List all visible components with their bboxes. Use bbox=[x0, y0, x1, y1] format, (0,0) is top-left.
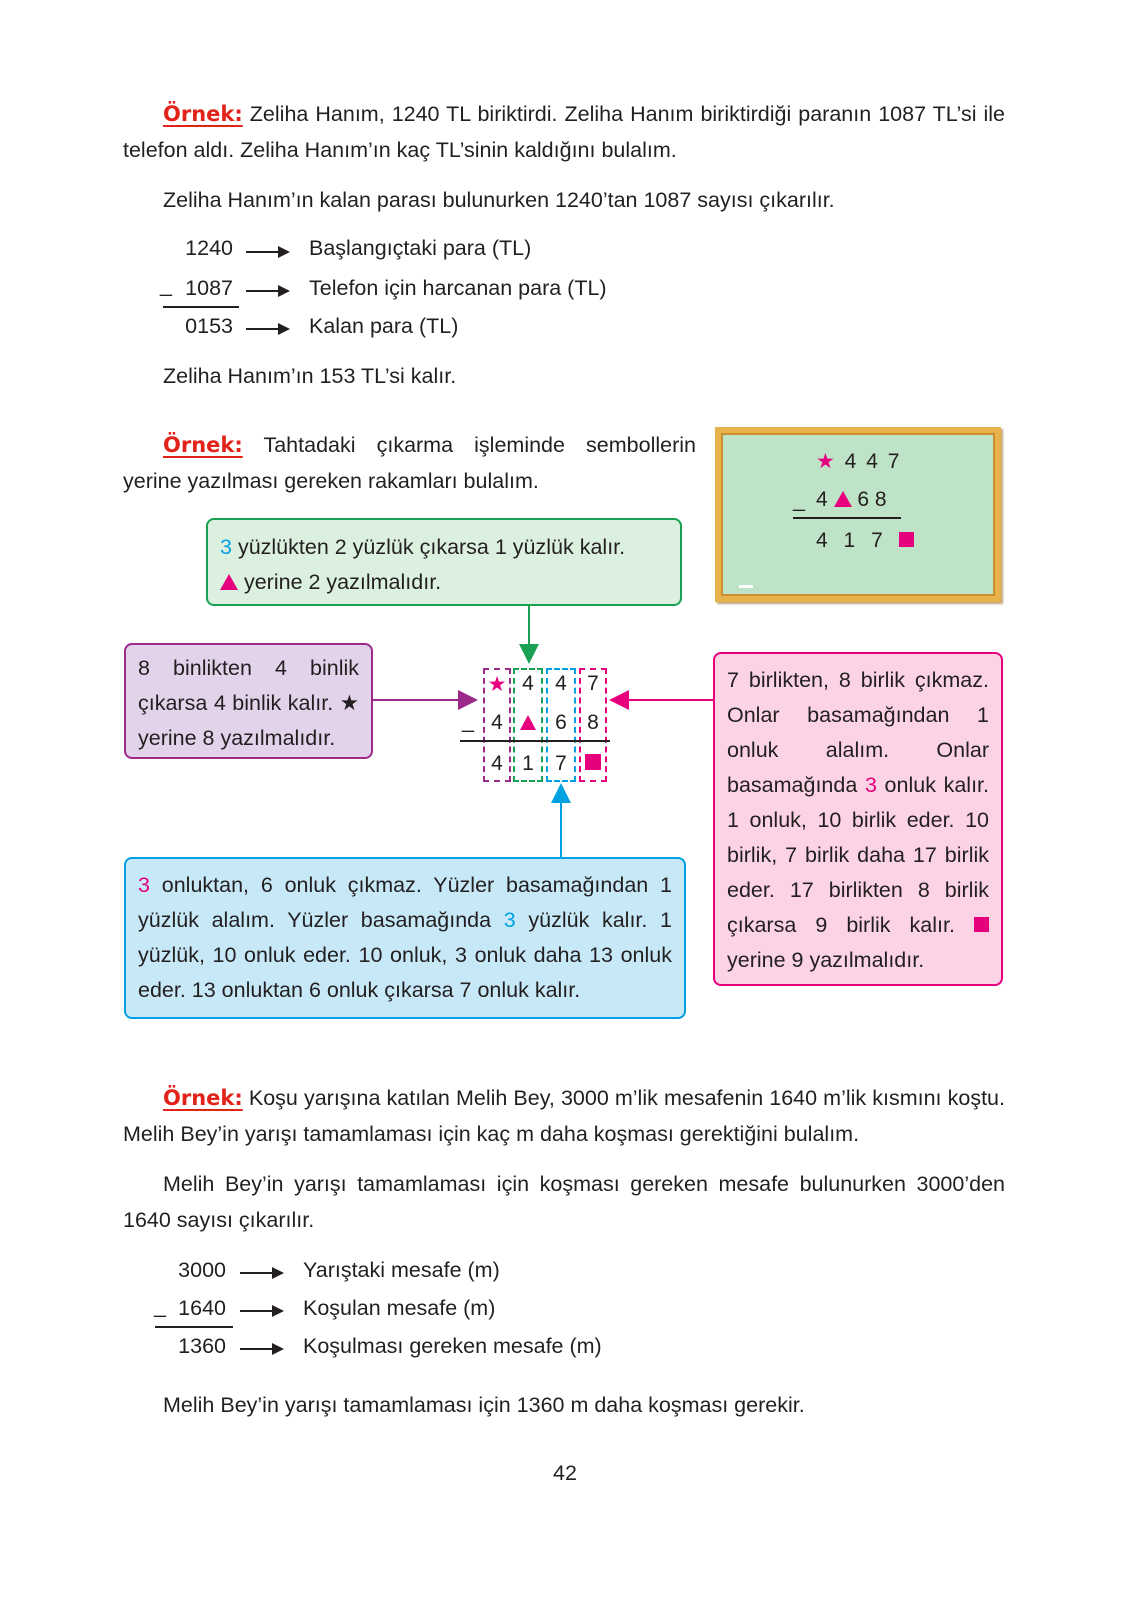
page-number: 42 bbox=[553, 1461, 577, 1485]
square-symbol bbox=[582, 752, 604, 776]
result-line bbox=[155, 1326, 233, 1328]
grid-digit: 7 bbox=[555, 752, 567, 775]
arrow-icon bbox=[240, 1348, 282, 1350]
green-explanation-box: 3 yüzlükten 2 yüzlük çıkarsa 1 yüzlük kalır. yerine 2 yazılmalıdır. bbox=[206, 518, 682, 606]
grid-result-line bbox=[460, 740, 610, 742]
triangle-symbol bbox=[834, 491, 852, 507]
grid-digit: 4 bbox=[555, 672, 567, 695]
star-symbol: ★ bbox=[816, 450, 837, 473]
triangle-symbol bbox=[220, 574, 238, 590]
example2-problem bbox=[123, 427, 696, 499]
operation-label: Koşulması gereken mesafe (m) bbox=[303, 1334, 602, 1358]
arrow-icon bbox=[240, 1272, 282, 1274]
operation-number: 0153 bbox=[185, 314, 233, 338]
operation-label: Kalan para (TL) bbox=[309, 314, 459, 338]
minus-sign: _ bbox=[160, 273, 172, 297]
example-label: Örnek: bbox=[163, 433, 243, 457]
example3-conclusion: Melih Bey’in yarışı tamamlaması için 1360 m daha koşması gerekir. bbox=[163, 1393, 805, 1417]
board-result-line bbox=[793, 517, 901, 519]
example-label: Örnek: bbox=[163, 102, 243, 126]
minus-sign: _ bbox=[154, 1294, 166, 1318]
result-line bbox=[163, 306, 239, 308]
example-label: Örnek: bbox=[163, 1086, 243, 1110]
highlight-number: 3 bbox=[503, 908, 516, 932]
example1-conclusion: Zeliha Hanım’ın 153 TL’si kalır. bbox=[163, 364, 457, 388]
example3-explanation: Melih Bey’in yarışı tamamlaması için koşması gereken mesafe bulunurken 3000’den 1640 sayısı çıkarılır. bbox=[123, 1172, 1005, 1232]
operation-label: Koşulan mesafe (m) bbox=[303, 1296, 496, 1320]
operation-label: Telefon için harcanan para (TL) bbox=[309, 276, 607, 300]
grid-digit: 4 bbox=[491, 752, 503, 775]
example1-problem-text: Zeliha Hanım, 1240 TL biriktirdi. Zeliha Hanım biriktirdiği paranın 1087 TL’si ile telefon aldı. Zeliha Hanım’ın kaç TL’sinin kaldığını bulalım. bbox=[123, 102, 1006, 162]
highlight-number: 3 bbox=[864, 773, 877, 797]
example3-problem-text: Koşu yarışına katılan Melih Bey, 3000 m’lik mesafenin 1640 m’lik kısmını koştu. Melih Bey’in yarışı tamamlaması için kaç m daha koşması gerektiğini bulalım. bbox=[123, 1086, 1005, 1146]
board-minus: _ bbox=[793, 488, 805, 512]
arrow-icon bbox=[246, 290, 288, 292]
grid-digit: 4 bbox=[491, 711, 503, 734]
grid-digit: 8 bbox=[587, 711, 599, 734]
example2-problem-text: Tahtadaki çıkarma işleminde sembollerin yerine yazılması gereken rakamları bulalım. bbox=[123, 433, 696, 493]
arrow-icon bbox=[246, 251, 288, 253]
highlight-number: 3 bbox=[220, 535, 232, 559]
operation-number: 1087 bbox=[185, 276, 233, 300]
arrow-icon bbox=[240, 1310, 282, 1312]
arrow-icon bbox=[246, 328, 288, 330]
grid-digit: 6 bbox=[555, 711, 567, 734]
blue-explanation-box: 3 onluktan, 6 onluk çıkmaz. Yüzler basamağından 1 yüzlük alalım. Yüzler basamağında 3 yüzlük kalır. 1 yüzlük, 10 onluk eder. 10 onluk, 3 onluk daha 13 onluk eder. 13 onluktan 6 onluk çıkarsa 7 onluk kalır. bbox=[124, 857, 686, 1019]
operation-number: 1240 bbox=[185, 236, 233, 260]
example3-problem bbox=[123, 1080, 1005, 1152]
grid-digit: 4 bbox=[522, 672, 534, 695]
highlight-number: 3 bbox=[138, 873, 150, 897]
star-symbol: ★ bbox=[487, 673, 507, 696]
square-symbol bbox=[899, 532, 914, 547]
chalkboard bbox=[715, 427, 1001, 602]
purple-explanation-box: 8 binlikten 4 binlik çıkarsa 4 binlik kalır. ★ yerine 8 yazılmalıdır. bbox=[124, 643, 373, 759]
operation-number: 1360 bbox=[178, 1334, 226, 1358]
example1-problem bbox=[123, 96, 1005, 168]
grid-minus: _ bbox=[462, 709, 474, 733]
board-row3: 4 1 7 bbox=[816, 529, 914, 553]
grid-digit: 7 bbox=[587, 672, 599, 695]
board-row2: 4 6 8 bbox=[816, 488, 887, 511]
triangle-symbol bbox=[517, 711, 539, 735]
grid-digit: 1 bbox=[522, 752, 534, 775]
operation-label: Başlangıçtaki para (TL) bbox=[309, 236, 532, 260]
board-row1: ★ 4 4 7 bbox=[816, 450, 902, 473]
pink-explanation-box: 7 birlikten, 8 birlik çıkmaz. Onlar basamağından 1 onluk alalım. Onlar basamağında 3 onluk kalır. 1 onluk, 10 birlik eder. 10 birlik, 7 birlik daha 17 birlik eder. 17 birlikten 8 birlik çıkarsa 9 birlik kalır. yerine 9 yazılmalıdır. bbox=[713, 652, 1003, 986]
board-chalk bbox=[739, 585, 753, 588]
operation-number: 1640 bbox=[178, 1296, 226, 1320]
operation-label: Yarıştaki mesafe (m) bbox=[303, 1258, 500, 1282]
example1-explanation: Zeliha Hanım’ın kalan parası bulunurken 1240’tan 1087 sayısı çıkarılır. bbox=[163, 188, 835, 212]
square-symbol bbox=[974, 917, 989, 932]
operation-number: 3000 bbox=[178, 1258, 226, 1282]
